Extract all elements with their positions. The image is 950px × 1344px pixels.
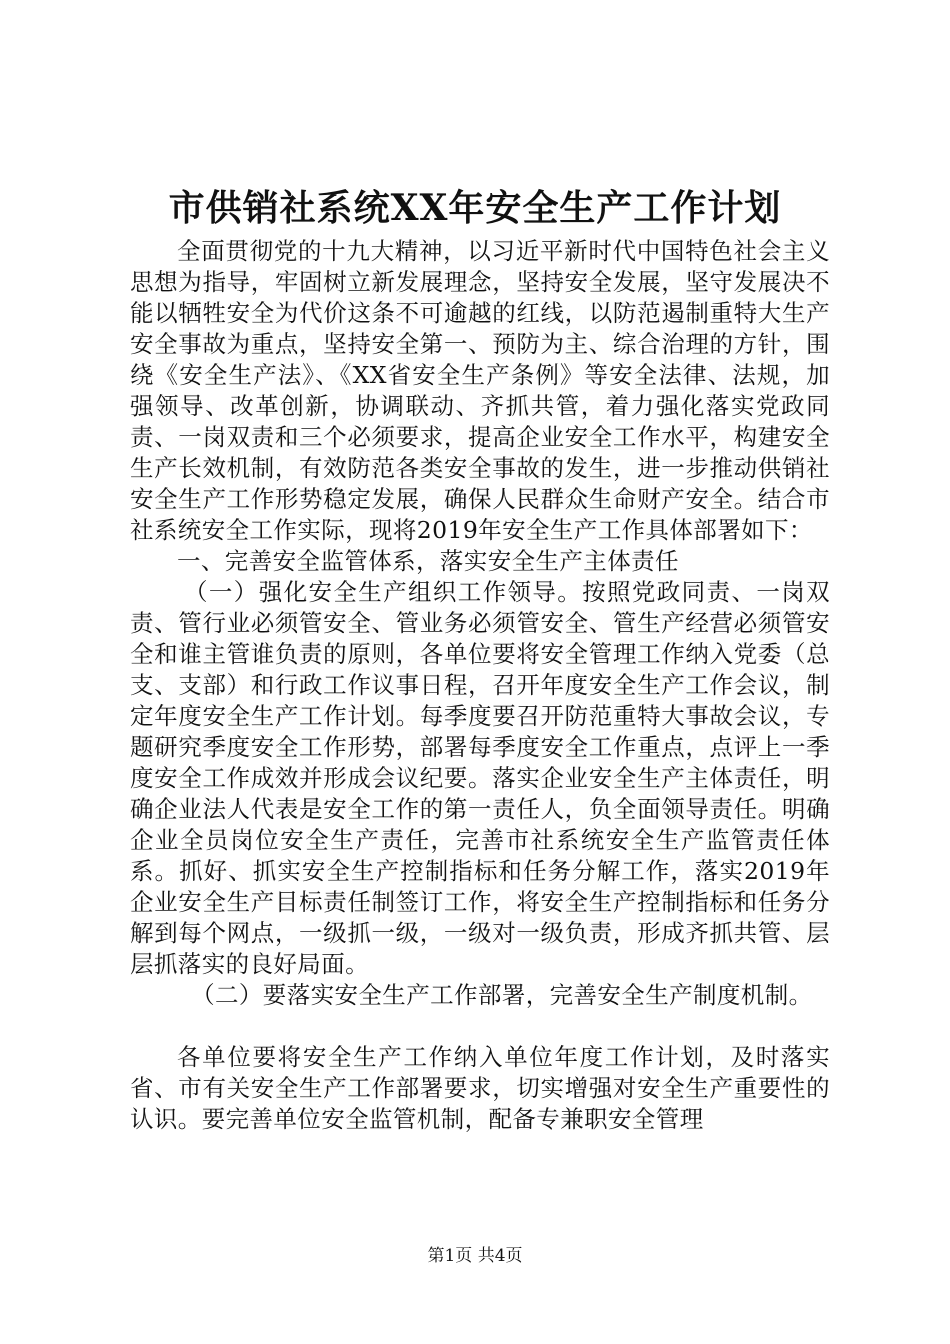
blank-line — [130, 1011, 830, 1042]
subsection-2-heading: （二）要落实安全生产工作部署，完善安全生产制度机制。 — [191, 981, 813, 1009]
intro-paragraph: 全面贯彻党的十九大精神，以习近平新时代中国特色社会主义思想为指导，牢固树立新发展理念，坚持安全发展，坚守发展决不能以牺牲安全为代价这条不可逾越的红线，以防范遏制重特大生产安全事故为重点，坚持安全第一、预防为主、综合治理的方针，围绕《安全生产法》、《XX省安全生产条例》等安全法律、法规，加强领导、改革创新，协调联动、齐抓共管，着力强化落实党政同责、一岗双责和三个必须要求，提高企业安全工作水平，构建安全生产长效机制，有效防范各类安全事故的发生，进一步推动供销社安全生产工作形势稳定发展，确保人民群众生命财产安全。结合市社系统安全工作实际，现将2019年安全生产工作具体部署如下： — [130, 237, 830, 544]
subsection-2-paragraph: 各单位要将安全生产工作纳入单位年度工作计划，及时落实省、市有关安全生产工作部署要求，切实增强对安全生产重要性的认识。要完善单位安全监管机制，配备专兼职安全管理 — [130, 1043, 830, 1133]
page-footer: 第1页 共4页 — [427, 1246, 523, 1266]
section-heading-1: 一、完善安全监管体系，落实安全生产主体责任 — [177, 547, 679, 575]
page-title: 市供销社系统XX年安全生产工作计划 — [168, 187, 782, 229]
document-body — [130, 236, 830, 1135]
subsection-1-paragraph: （一）强化安全生产组织工作领导。按照党政同责、一岗双责、管行业必须管安全、管业务必须管安全、管生产经营必须管安全和谁主管谁负责的原则，各单位要将安全管理工作纳入党委（总支、支部）和行政工作议事日程，召开年度安全生产工作会议，制定年度安全生产工作计划。每季度要召开防范重特大事故会议，专题研究季度安全工作形势，部署每季度安全工作重点，点评上一季度安全工作成效并形成会议纪要。落实企业安全生产主体责任，明确企业法人代表是安全工作的第一责任人，负全面领导责任。明确企业全员岗位安全生产责任，完善市社系统安全生产监管责任体系。抓好、抓实安全生产控制指标和任务分解工作，落实2019年企业安全生产目标责任制签订工作，将安全生产控制指标和任务分解到每个网点，一级抓一级，一级对一级负责，形成齐抓共管、层层抓落实的良好局面。 — [130, 578, 830, 978]
